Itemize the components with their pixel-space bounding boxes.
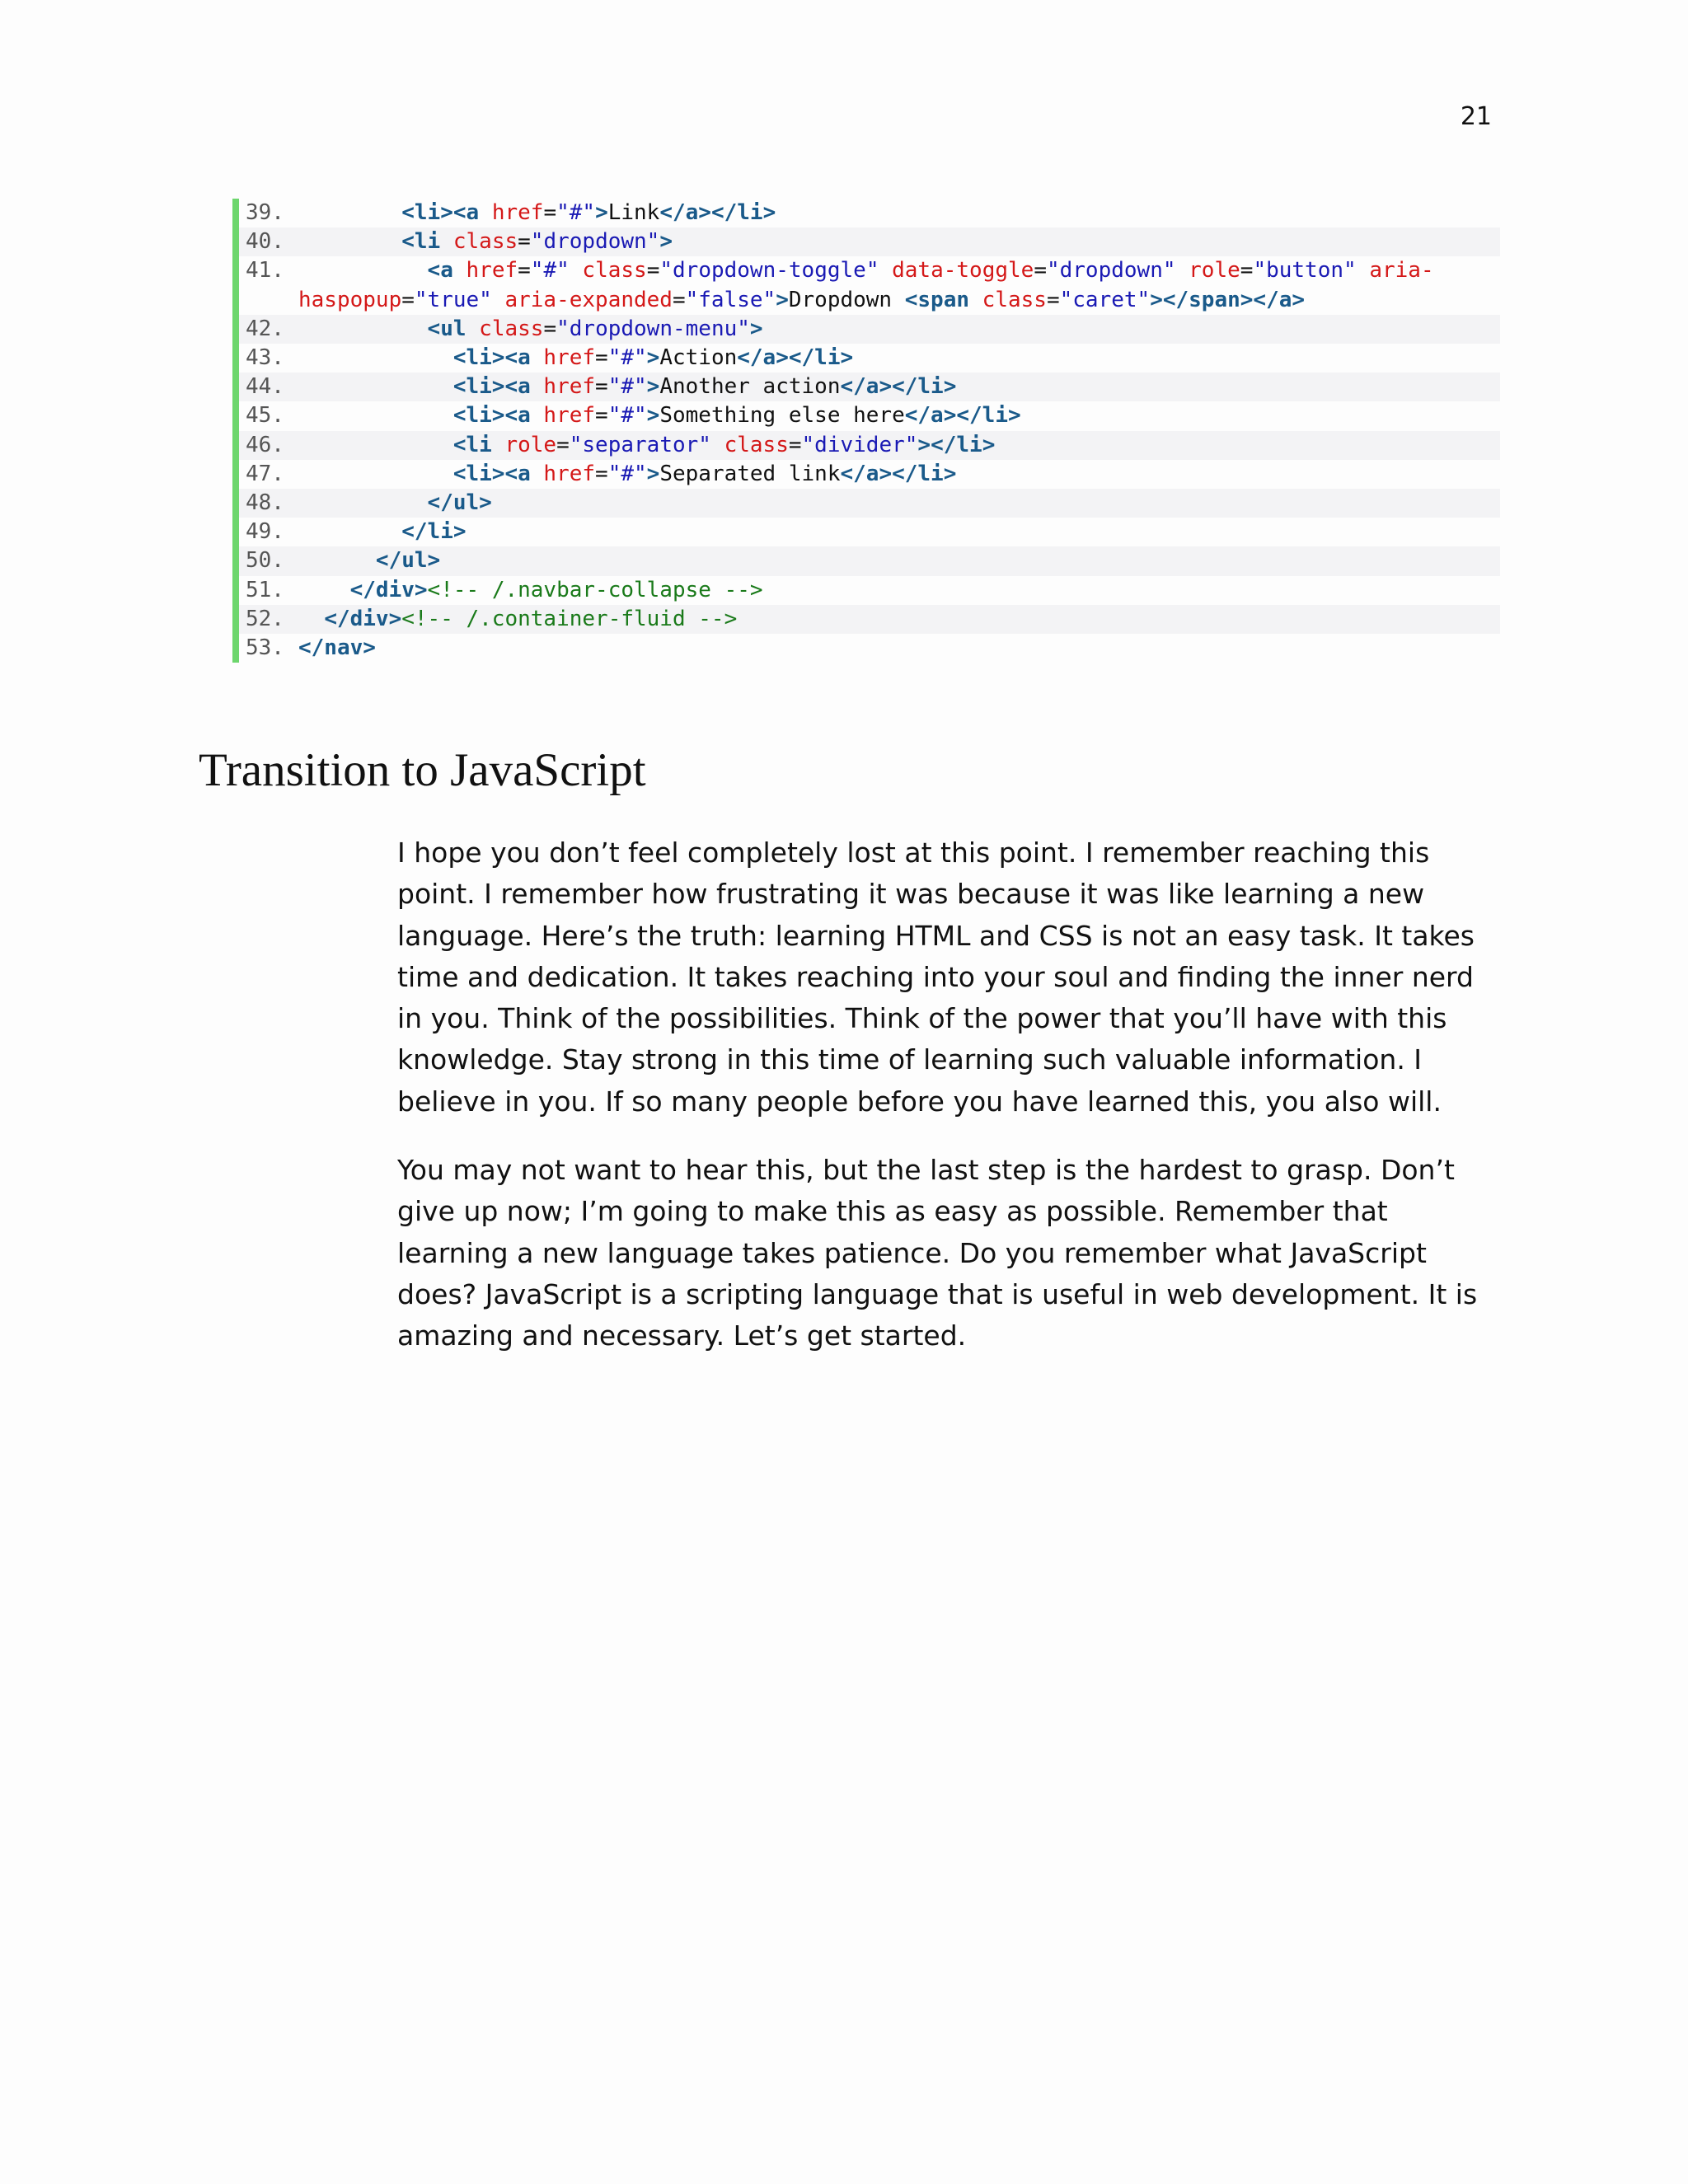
line-number: 39. bbox=[246, 200, 284, 225]
code-line bbox=[239, 256, 1500, 314]
line-number: 42. bbox=[246, 316, 284, 341]
section-heading: Transition to JavaScript bbox=[199, 744, 646, 796]
code-line bbox=[239, 199, 1500, 227]
code-line bbox=[239, 634, 1500, 663]
line-number: 44. bbox=[246, 374, 284, 400]
code-line bbox=[239, 576, 1500, 605]
code-text: <li class="dropdown"> bbox=[401, 229, 673, 255]
line-number: 47. bbox=[246, 461, 284, 486]
code-text: <li><a href="#">Something else here</a></li> bbox=[452, 403, 1021, 429]
code-text: </div><!-- /.container-fluid --> bbox=[324, 606, 738, 631]
line-number: 46. bbox=[246, 432, 284, 457]
code-text: <a href="#" class="dropdown-toggle" data-toggle="dropdown" role="button" aria-haspopup="true" aria-expanded="false">Dropdown <span class="caret"></span></a> bbox=[298, 258, 1434, 312]
body-text bbox=[397, 832, 1493, 1385]
line-number: 51. bbox=[246, 577, 284, 602]
code-line bbox=[239, 401, 1500, 430]
page-number: 21 bbox=[1460, 102, 1492, 131]
code-line bbox=[239, 605, 1500, 634]
code-line bbox=[239, 431, 1500, 460]
line-number: 43. bbox=[246, 345, 284, 371]
line-number: 53. bbox=[246, 635, 284, 661]
code-text: </div><!-- /.navbar-collapse --> bbox=[349, 577, 763, 602]
line-number: 40. bbox=[246, 229, 284, 255]
line-number: 45. bbox=[246, 403, 284, 429]
code-text: <li role="separator" class="divider"></li> bbox=[452, 432, 996, 457]
code-line bbox=[239, 344, 1500, 373]
code-text: <li><a href="#">Separated link</a></li> bbox=[452, 461, 957, 486]
line-number: 52. bbox=[246, 606, 284, 631]
code-line bbox=[239, 315, 1500, 344]
code-text: </ul> bbox=[375, 548, 441, 574]
code-text: <li><a href="#">Another action</a></li> bbox=[452, 374, 957, 400]
line-number: 48. bbox=[246, 490, 284, 516]
line-number: 50. bbox=[246, 548, 284, 574]
code-line bbox=[239, 518, 1500, 546]
code-line bbox=[239, 373, 1500, 401]
code-text: <li><a href="#">Link</a></li> bbox=[401, 200, 776, 225]
code-text: <ul class="dropdown-menu"> bbox=[427, 316, 763, 341]
code-text: </ul> bbox=[427, 490, 492, 516]
code-listing bbox=[232, 199, 1500, 663]
code-line bbox=[239, 546, 1500, 575]
code-text: </li> bbox=[401, 519, 467, 545]
line-number: 41. bbox=[246, 258, 284, 284]
paragraph: I hope you don’t feel completely lost at this point. I remember reaching this point. I remember how frustrating it was because it was like learning a new language. Here’s the truth: learning HTML and CSS is not an easy task. It takes time and dedication. It takes reaching into your soul and finding the inner nerd in you. Think of the possibilities. Think of the power that you’ll have with this knowledge. Stay strong in this time of learning such valuable information. I believe in you. If so many people before you have learned this, you also will. bbox=[397, 837, 1475, 1118]
code-line bbox=[239, 460, 1500, 489]
paragraph: You may not want to hear this, but the last step is the hardest to grasp. Don’t give up now; I’m going to make this as easy as possible. Remember that learning a new language takes patience. Do you remember what JavaScript does? JavaScript is a scripting language that is useful in web development. It is amazing and necessary. Let’s get started. bbox=[397, 1154, 1478, 1352]
code-text: </nav> bbox=[298, 635, 376, 661]
code-line bbox=[239, 489, 1500, 518]
line-number: 49. bbox=[246, 519, 284, 545]
code-line bbox=[239, 227, 1500, 256]
code-text: <li><a href="#">Action</a></li> bbox=[452, 345, 854, 371]
